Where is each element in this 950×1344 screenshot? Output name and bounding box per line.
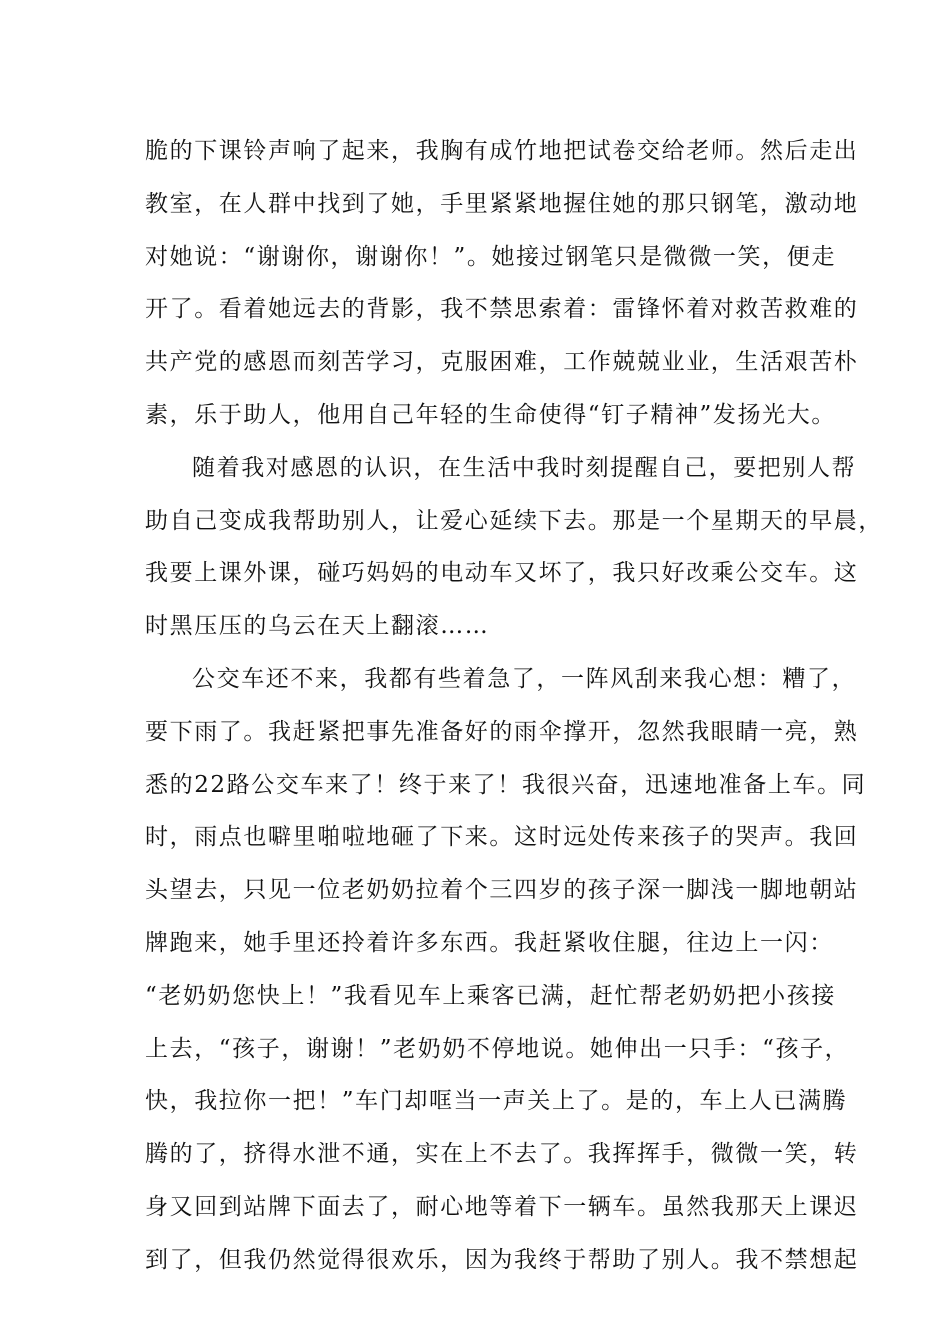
- text-line: 牌跑来，她手里还拎着许多东西。我赶紧收住腿，往边上一闪：: [145, 929, 834, 956]
- text-line: 身又回到站牌下面去了，耐心地等着下一辆车。虽然我那天上课迟: [145, 1193, 859, 1220]
- text-line: 开了。看着她远去的背影，我不禁思索着：雷锋怀着对救苦救难的: [145, 296, 859, 323]
- text-line: 时，雨点也噼里啪啦地砸了下来。这时远处传来孩子的哭声。我回: [145, 824, 859, 851]
- text-line: 对她说：“谢谢你，谢谢你！”。她接过钢笔只是微微一笑，便走: [145, 243, 836, 270]
- text-line: “老奶奶您快上！”我看见车上乘客已满，赶忙帮老奶奶把小孩接: [145, 982, 836, 1009]
- text-line: 上去，“孩子，谢谢！”老奶奶不停地说。她伸出一只手：“孩子，: [145, 1035, 850, 1062]
- text-line: 头望去，只见一位老奶奶拉着个三四岁的孩子深一脚浅一脚地朝站: [145, 877, 859, 904]
- text-line: 悉的22路公交车来了！终于来了！我很兴奋，迅速地准备上车。同: [145, 771, 867, 798]
- text-line: 快，我拉你一把！”车门却哐当一声关上了。是的，车上人已满腾: [145, 1088, 848, 1115]
- text-line: 公交车还不来，我都有些着急了，一阵风刮来我心想：糟了，: [192, 665, 857, 692]
- text-line: 要下雨了。我赶紧把事先准备好的雨伞撑开，忽然我眼睛一亮，熟: [145, 718, 859, 745]
- text-line: 腾的了，挤得水泄不通，实在上不去了。我挥挥手，微微一笑，转: [145, 1141, 859, 1168]
- text-line: 素，乐于助人，他用自己年轻的生命使得“钉子精神”发扬光大。: [145, 401, 836, 428]
- text-line: 随着我对感恩的认识，在生活中我时刻提醒自己，要把别人帮: [192, 454, 857, 481]
- text-line: 时黑压压的乌云在天上翻滚……: [145, 613, 490, 640]
- text-line: 助自己变成我帮助别人，让爱心延续下去。那是一个星期天的早晨，: [145, 507, 883, 534]
- body-text: [145, 133, 883, 1295]
- text-line: 脆的下课铃声响了起来，我胸有成竹地把试卷交给老师。然后走出: [145, 138, 859, 164]
- text-line: 我要上课外课，碰巧妈妈的电动车又坏了，我只好改乘公交车。这: [145, 560, 859, 587]
- text-line: 到了，但我仍然觉得很欢乐，因为我终于帮助了别人。我不禁想起: [145, 1246, 859, 1273]
- text-line: 教室，在人群中找到了她，手里紧紧地握住她的那只钢笔，激动地: [145, 190, 859, 217]
- text-line: 共产党的感恩而刻苦学习，克服困难，工作兢兢业业，生活艰苦朴: [145, 349, 859, 376]
